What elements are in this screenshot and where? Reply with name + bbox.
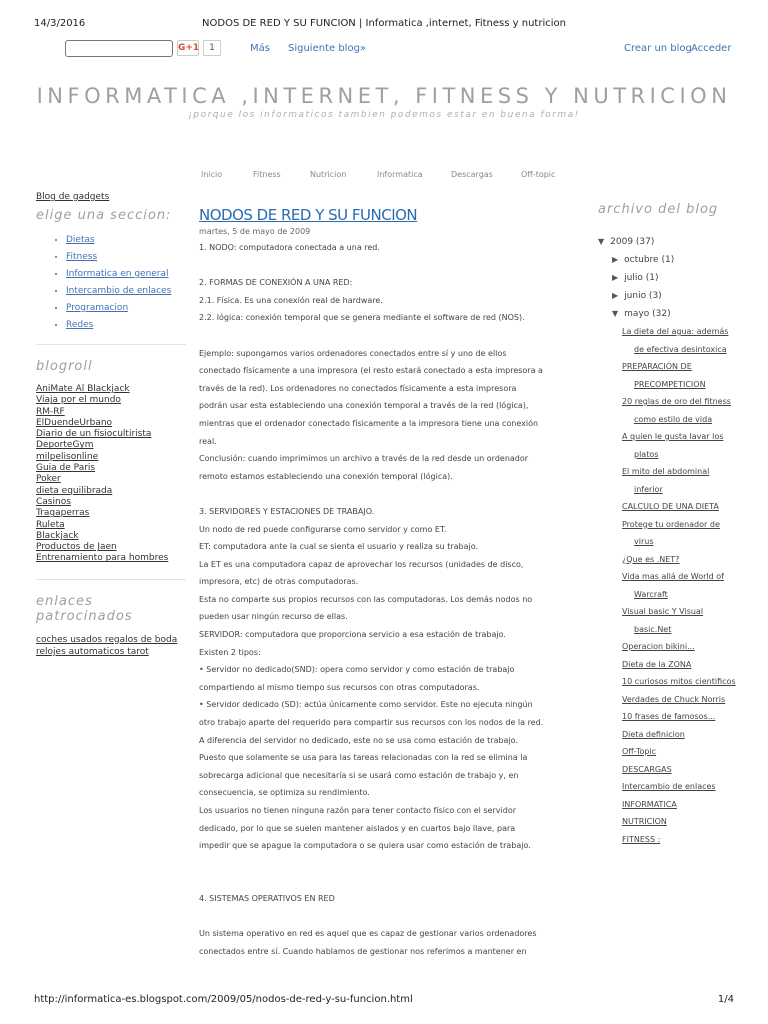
post-line: • Servidor no dedicado(SND): opera como servidor y como estación de trabajo: [199, 665, 515, 675]
post-line: 2.2. lógica: conexión temporal que se genera mediante el software de red (NOS).: [199, 313, 525, 323]
archive-post-link[interactable]: 10 curiosos mitos cientificos: [622, 677, 736, 686]
blog-title[interactable]: INFORMATICA ,INTERNET, FITNESS Y NUTRICION: [36, 84, 732, 108]
list-item: [66, 269, 186, 279]
post-line: Esta no comparte sus propios recursos con las computadoras. Los demás nodos no: [199, 594, 533, 604]
archive-post-link[interactable]: 10 frases de famosos...: [622, 712, 716, 721]
post-line: real.: [199, 436, 217, 446]
divider: [36, 579, 186, 580]
list-item: [66, 252, 186, 262]
blog-gadgets-link[interactable]: Blog de gadgets: [36, 192, 110, 202]
tab-inicio[interactable]: Inicio: [201, 170, 223, 179]
right-sidebar: [598, 202, 738, 848]
post-line: sobrecarga adicional que necesitaría si se usará como estación de trabajo y, en: [199, 770, 519, 780]
list-item: [66, 303, 186, 313]
post-line: impedir que se apague la computadora o se quiera usar como estación de trabajo.: [199, 841, 531, 851]
post-blank-line: [199, 872, 575, 890]
archive-year[interactable]: ▼ 2009 (37): [598, 237, 655, 247]
post-line: mientras que el ordenador conectado físicamente a la impresora tiene una conexión: [199, 418, 539, 428]
blogroll-link[interactable]: Guia de Paris: [36, 463, 96, 474]
triangle-right-icon[interactable]: ▶: [612, 291, 619, 300]
archive-post-link[interactable]: PREPARACIÓN DE PRECOMPETICION: [622, 362, 706, 389]
archive-post-link[interactable]: NUTRICION: [622, 817, 667, 826]
tab-off-topic[interactable]: Off-topic: [521, 170, 556, 179]
post-line: ET: computadora ante la cual se sienta el usuario y realiza su trabajo.: [199, 542, 479, 552]
sponsored-link[interactable]: coches usados regalos de boda: [36, 634, 178, 645]
triangle-right-icon[interactable]: ▶: [612, 255, 619, 264]
post-blank-line: [199, 908, 575, 926]
blogroll-link[interactable]: Productos de Jaen: [36, 542, 117, 553]
archive-post-link[interactable]: Off-Topic: [622, 747, 657, 756]
post-line: 4. SISTEMAS OPERATIVOS EN RED: [199, 893, 335, 903]
post-line: A diferencia del servidor no dedicado, este no se usa como estación de trabajo.: [199, 735, 518, 745]
section-link[interactable]: Informatica en general: [66, 269, 169, 279]
post-line: La ET es una computadora capaz de aprovechar los recursos (unidades de disco,: [199, 559, 524, 569]
tab-descargas[interactable]: Descargas: [451, 170, 493, 179]
archive-post-link[interactable]: FITNESS :: [622, 834, 661, 844]
post-line: 3. SERVIDORES Y ESTACIONES DE TRABAJO.: [199, 506, 375, 516]
post-blank-line: [199, 257, 575, 275]
blogroll-link[interactable]: Casinos: [36, 496, 71, 507]
archive-post-link[interactable]: Vida mas allá de World of Warcraft: [622, 572, 724, 599]
print-page-title: NODOS DE RED Y SU FUNCION | Informatica ,internet, Fitness y nutricion: [202, 18, 566, 29]
post-line: otro trabajo aparte del requerido para compartir sus recursos con los nodos de la red.: [199, 718, 544, 728]
post-line: • Servidor dedicado (SD): actúa únicamente como servidor. Este no ejecuta ningún: [199, 700, 533, 710]
post-line: Un nodo de red puede configurarse como servidor y como ET.: [199, 524, 447, 534]
post-line: Los usuarios no tienen ninguna razón para tener contacto físico con el servidor: [199, 806, 516, 815]
post-line: conectados entre sí. Cuando hablamos de gestionar nos referimos a mantener en: [199, 946, 527, 956]
blogroll-link[interactable]: Viaja por el mundo: [36, 395, 121, 406]
blogroll-heading: blogroll: [36, 359, 93, 374]
sponsored-links: [36, 634, 186, 658]
archive-month[interactable]: ▶ octubre (1): [612, 255, 675, 265]
blogroll-link[interactable]: DeporteGym: [36, 440, 94, 451]
archive-post-link[interactable]: Dieta de la ZONA: [622, 659, 692, 669]
post-line: Conclusión: cuando imprimimos un archivo a través de la red desde un ordenador: [199, 454, 529, 464]
list-item: [66, 286, 186, 296]
print-page-number: 1/4: [717, 994, 734, 1005]
archive-month[interactable]: ▶ junio (3): [612, 291, 662, 301]
post-line: Puesto que solamente se usa para las tareas relacionadas con la red se elimina la: [199, 753, 528, 763]
blogroll-list: [36, 384, 186, 565]
archive-post-link[interactable]: El mito del abdominal inferior: [622, 467, 710, 494]
post-line: Ejemplo: supongamos varios ordenadores conectados entre sí y uno de ellos: [199, 348, 507, 358]
post-line: través de la red). Los ordenadores no conectados físicamente a esta impresora: [199, 383, 517, 393]
tab-nutricion[interactable]: Nutricion: [310, 170, 347, 179]
tab-informatica[interactable]: Informatica: [377, 170, 423, 179]
tab-fitness[interactable]: Fitness: [253, 170, 281, 179]
google-plus-button[interactable]: G+1: [177, 40, 199, 56]
section-link[interactable]: Fitness: [66, 252, 98, 262]
post-body: [199, 239, 575, 960]
divider: [36, 344, 186, 345]
post-date: martes, 5 de mayo de 2009: [199, 227, 311, 236]
navbar-search-input[interactable]: [65, 40, 173, 57]
post-line: podrán usar esta estableciendo una conexión temporal a través de la red (lógica),: [199, 401, 529, 411]
triangle-down-icon[interactable]: ▼: [598, 237, 605, 246]
archive-post-link[interactable]: Dieta definicion: [622, 729, 685, 739]
post-blank-line: [199, 485, 575, 503]
archive-post-link[interactable]: 20 reglas de oro del fitness como estilo de vida: [622, 397, 731, 424]
sponsored-heading-line1: enlaces: [36, 593, 93, 609]
section-link[interactable]: Intercambio de enlaces: [66, 286, 172, 296]
blogroll-link[interactable]: Ruleta: [36, 519, 65, 530]
archive-post-link[interactable]: La dieta del agua: además de efectiva desintoxica: [622, 327, 729, 354]
blogroll-link[interactable]: dieta equilibrada: [36, 485, 113, 496]
post: [199, 206, 575, 960]
blogroll-link[interactable]: Entrenamiento para hombres: [36, 553, 169, 564]
post-line: Existen 2 tipos:: [199, 647, 261, 657]
post-line: 2. FORMAS DE CONEXIÓN A UNA RED:: [199, 278, 353, 288]
post-blank-line: [199, 855, 575, 873]
archive-post-link[interactable]: CALCULO DE UNA DIETA: [622, 502, 719, 511]
sponsored-heading-line2: patrocinados: [36, 608, 133, 624]
section-link[interactable]: Dietas: [66, 235, 95, 245]
post-line: remoto estamos estableciendo una conexión temporal (lógica).: [199, 471, 453, 481]
section-link[interactable]: Programacion: [66, 303, 129, 313]
sponsored-link[interactable]: relojes automaticos tarot: [36, 646, 149, 657]
archive-post-link[interactable]: Visual basic Y Visual basic.Net: [622, 607, 704, 634]
blogroll-link[interactable]: milpelisonline: [36, 451, 99, 462]
archive-post-link[interactable]: INFORMATICA: [622, 799, 677, 809]
archive-post-link[interactable]: DESCARGAS: [622, 764, 672, 774]
list-item: [66, 235, 186, 245]
archive-post-link[interactable]: Verdades de Chuck Norris: [622, 694, 726, 704]
post-line: 2.1. Física. Es una conexión real de hardware.: [199, 295, 383, 305]
blogroll-link[interactable]: AniMate Al Blackjack: [36, 384, 130, 394]
archive-month[interactable]: ▶ julio (1): [612, 273, 659, 283]
print-date: 14/3/2016: [34, 18, 86, 29]
post-line: consecuencia, se optimiza su rendimiento.: [199, 788, 370, 798]
post-line: 1. NODO: computadora conectada a una red.: [199, 243, 380, 252]
post-line: Un sistema operativo en red es aquel que es capaz de gestionar varios ordenadores: [199, 929, 537, 939]
post-line: dedicado, por lo que se suelen mantener aislados y en cuartos bajo llave, para: [199, 823, 516, 833]
create-blog-link[interactable]: Crear un blog: [624, 43, 692, 54]
archive-post-link[interactable]: Protege tu ordenador de virus: [622, 519, 720, 546]
post-blank-line: [199, 327, 575, 345]
blogroll-link[interactable]: Diario de un fisiocultirista: [36, 429, 152, 440]
sections-list: [36, 235, 186, 330]
archive-heading: archivo del blog: [598, 202, 719, 217]
blogroll-link[interactable]: Poker: [36, 474, 61, 485]
print-url: http://informatica-es.blogspot.com/2009/05/nodos-de-red-y-su-funcion.html: [34, 994, 413, 1005]
post-title[interactable]: NODOS DE RED Y SU FUNCION: [199, 206, 418, 224]
more-link[interactable]: Más: [250, 43, 270, 54]
post-line: pueden usar ningún recurso de ellas.: [199, 612, 348, 622]
blogroll-link[interactable]: RM-RF: [36, 406, 65, 417]
archive-month-open[interactable]: ▼ mayo (32): [612, 309, 671, 319]
google-plus-count: 1: [203, 40, 221, 56]
section-link[interactable]: Redes: [66, 320, 94, 330]
post-line: impresora, etc) de otras computadoras.: [199, 577, 359, 587]
blogroll-link[interactable]: ElDuendeUrbano: [36, 417, 113, 428]
left-sidebar: [36, 192, 186, 658]
post-line: SERVIDOR: computadora que proporciona servicio a esa estación de trabajo.: [199, 630, 506, 640]
next-blog-link[interactable]: Siguiente blog»: [288, 43, 367, 54]
archive-post-link[interactable]: ¿Que es .NET?: [622, 554, 680, 564]
archive-posts-list: [598, 323, 738, 848]
post-line: compartiendo al mismo tiempo sus recursos con otras computadoras.: [199, 682, 480, 692]
blog-description: ¡porque los informaticos tambien podemos estar en buena forma!: [188, 110, 580, 120]
blogroll-link[interactable]: Tragaperras: [36, 508, 90, 519]
list-item: [66, 320, 186, 330]
archive-post-link[interactable]: Operacion bikini...: [622, 642, 695, 651]
archive-post-link[interactable]: A quien le gusta lavar los platos: [622, 432, 724, 459]
blogroll-link[interactable]: Blackjack: [36, 530, 79, 541]
archive-post-link[interactable]: Intercambio de enlaces: [622, 782, 716, 791]
post-line: conectado físicamente a una impresora (el resto estará conectado a esta impresora a: [199, 366, 543, 376]
login-link[interactable]: Acceder: [691, 43, 732, 54]
triangle-right-icon[interactable]: ▶: [612, 273, 619, 282]
sections-heading: elige una seccion:: [36, 208, 172, 223]
triangle-down-icon[interactable]: ▼: [612, 309, 619, 318]
